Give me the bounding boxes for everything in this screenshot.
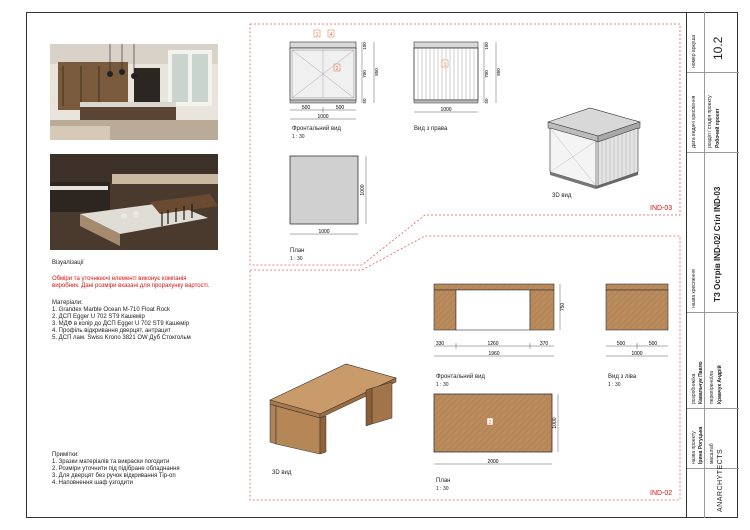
ind03-side-view bbox=[404, 30, 514, 130]
dim-plan02-w: 2000 bbox=[487, 459, 499, 465]
dim-ind02-total: 1960 bbox=[488, 351, 500, 357]
dim-front-htop: 100 bbox=[362, 42, 367, 50]
remark-item: 1. Зразки матеріалів та викраски погодити bbox=[52, 459, 170, 465]
developer-label: розробник/ка bbox=[691, 373, 697, 404]
visuals-caption: Візуалізації bbox=[52, 260, 84, 266]
sheet-number: 10.2 bbox=[711, 36, 725, 60]
ind03-front-view bbox=[280, 30, 390, 130]
dim-front-hmid: 700 bbox=[362, 70, 367, 78]
dim-ind02-side-b: 500 bbox=[648, 341, 658, 347]
marker-2: 2 bbox=[335, 66, 339, 72]
developer-value: Кавальчук Павло bbox=[698, 361, 704, 404]
ind03-iso-view bbox=[540, 104, 650, 194]
section-label: розділ / стадія проекту bbox=[707, 95, 713, 148]
dim-ind02-height: 750 bbox=[560, 302, 566, 312]
ind03-plan-scale: 1 : 30 bbox=[290, 256, 303, 262]
ind02-front-scale: 1 : 30 bbox=[436, 382, 449, 388]
sheet-number-label: номер аркуша bbox=[691, 34, 697, 68]
ind02-plan-view bbox=[424, 390, 564, 470]
dim-front-w2: 500 bbox=[335, 105, 345, 111]
ind02-front-view bbox=[424, 276, 564, 362]
ind02-iso-view bbox=[262, 348, 402, 458]
dim-ind02-a: 330 bbox=[435, 341, 445, 347]
project-label: назва проекту bbox=[691, 431, 697, 464]
ind02-side-caption: Вид з ліва bbox=[608, 374, 637, 380]
ind03-iso-caption: 3D вид bbox=[552, 193, 572, 199]
dim-ind02-side-a: 500 bbox=[616, 341, 626, 347]
dim-front-htotal: 850 bbox=[374, 68, 379, 76]
remark-item: 3. Для дверцят без ручок відкривання Tip-on bbox=[52, 473, 176, 479]
marker-4: 4 bbox=[329, 32, 333, 38]
ind02-plan-scale: 1 : 30 bbox=[436, 486, 449, 492]
dim-side-total: 1000 bbox=[440, 107, 452, 113]
dim-side-htop: 100 bbox=[484, 42, 489, 50]
material-item: 4. Профіль відкривання дверцят, антрацит bbox=[52, 328, 171, 334]
drawing-title-label: назва креслення bbox=[691, 269, 697, 308]
ind02-side-scale: 1 : 30 bbox=[608, 382, 621, 388]
ind-02-label: IND-02 bbox=[650, 490, 673, 497]
ind02-iso-caption: 3D вид bbox=[272, 470, 292, 476]
dim-plan02-h: 1000 bbox=[552, 417, 558, 429]
brand-logo-text: ANARCHYTECTS bbox=[717, 448, 724, 512]
ind03-plan-caption: План bbox=[290, 248, 305, 254]
remark-item: 4. Наповнення шаф узгодити bbox=[52, 480, 134, 486]
material-item: 5. ДСП лам. Swiss Krono 3821 OW Дуб Стокгольм bbox=[52, 335, 191, 341]
dim-ind02-c: 370 bbox=[539, 341, 549, 347]
issue-date-label: дата видачі креслення bbox=[691, 95, 697, 148]
material-item: 2. ДСП Egger U 702 ST9 Кашемір bbox=[52, 314, 145, 320]
project-value: Ірина Рогуцька bbox=[698, 426, 704, 464]
ind03-plan-view bbox=[280, 148, 380, 238]
marker-side-1: 1 bbox=[443, 62, 447, 68]
ind02-plan-caption: План bbox=[436, 478, 451, 484]
ind02-side-view bbox=[598, 276, 678, 362]
checked-label: перевірено/ла bbox=[709, 370, 715, 404]
ind03-front-scale: 1 : 30 bbox=[292, 134, 305, 140]
dim-ind02-side-total: 1000 bbox=[631, 351, 643, 357]
checked-value: Кравчук Андрій bbox=[717, 365, 723, 404]
marker-plan-2: 2 bbox=[488, 420, 492, 426]
dim-side-hmid: 700 bbox=[484, 70, 489, 78]
manufacturer-note-line-2: виробник. Дані розміри вказані для прорахунку вартості. bbox=[52, 283, 210, 289]
ind03-side-caption: Вид з права bbox=[414, 126, 448, 132]
dim-plan03-h: 1000 bbox=[360, 184, 366, 196]
dim-side-htotal: 850 bbox=[496, 68, 501, 76]
manufacturer-note-line-1: Обміри та уточнюючі елементі виконує компанія bbox=[52, 276, 187, 282]
dim-front-w1: 500 bbox=[301, 105, 311, 111]
material-item: 3. МДФ в колір до ДСП Egger U 702 ST9 Кашемір bbox=[52, 321, 190, 327]
drawing-title: ТЗ Острів IND-02/ Стіл IND-03 bbox=[713, 186, 722, 302]
remarks-title: Примітки: bbox=[52, 452, 79, 458]
section-value: Робочий проект bbox=[715, 108, 721, 148]
ind02-front-caption: Фронтальний вид bbox=[436, 374, 485, 380]
scale-label: масштаб bbox=[709, 443, 715, 464]
dim-front-wtotal: 1000 bbox=[317, 114, 329, 120]
remark-item: 2. Розміри уточнити під підібране обладнання bbox=[52, 466, 180, 472]
ind-03-label: IND-03 bbox=[650, 205, 673, 212]
title-block bbox=[686, 12, 738, 518]
dim-plan03-w: 1000 bbox=[318, 229, 330, 235]
dim-front-hbot: 50 bbox=[362, 98, 367, 104]
marker-1: 1 bbox=[315, 32, 319, 38]
material-item: 1. Grandex Marble Ocean M-710 Float Rock bbox=[52, 307, 171, 313]
dim-side-hbot: 50 bbox=[484, 98, 489, 104]
dim-ind02-b: 1260 bbox=[487, 341, 499, 347]
ind03-front-caption: Фронтальний вид bbox=[292, 126, 341, 132]
materials-title: Матеріали: bbox=[52, 300, 83, 306]
